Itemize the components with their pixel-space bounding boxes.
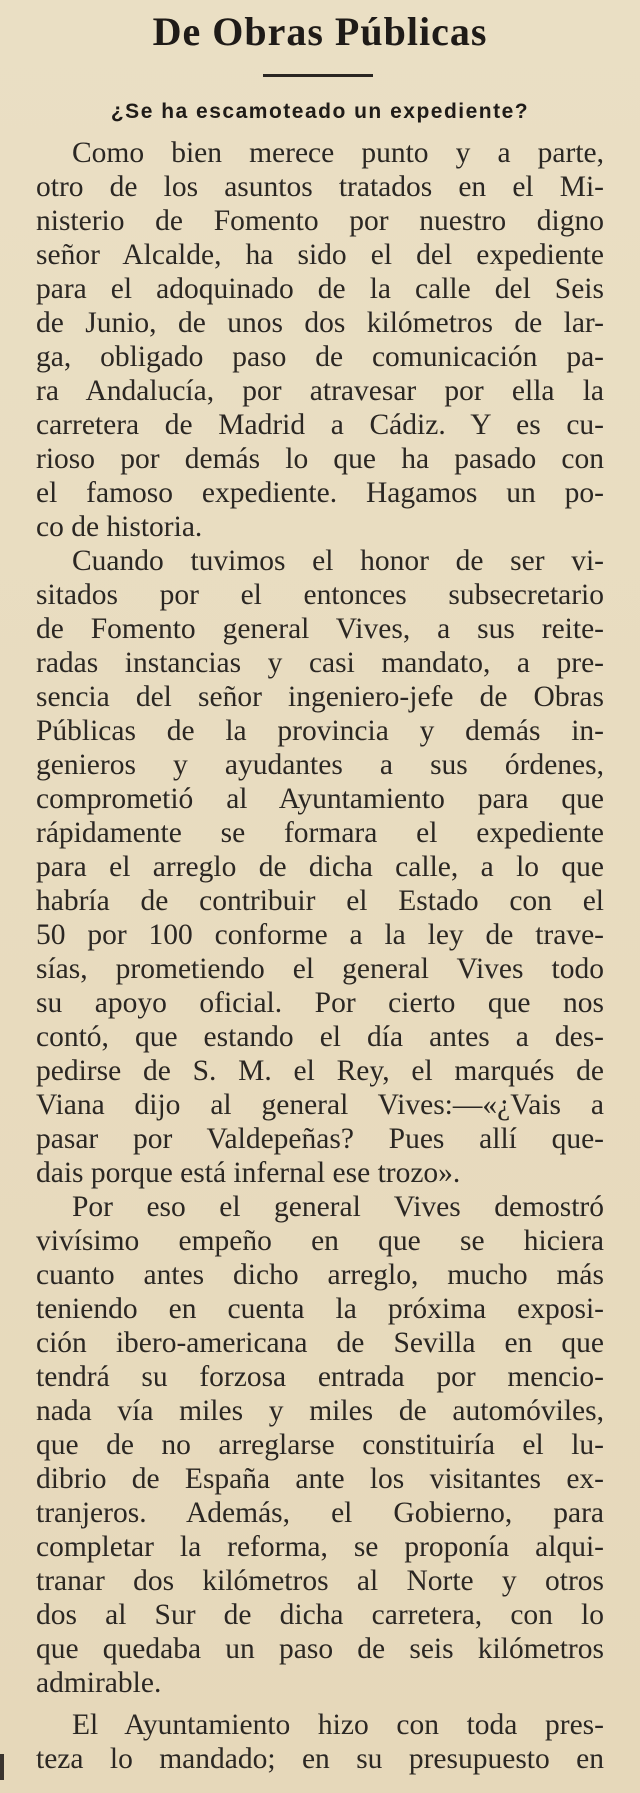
text-line: de Fomento general Vives, a sus reite-	[36, 613, 604, 645]
text-line: radas instancias y casi mandato, a pre-	[36, 647, 604, 679]
text-line: sías, prometiendo el general Vives todo	[36, 953, 604, 985]
text-line: vivísimo empeño en que se hiciera	[36, 1225, 604, 1257]
text-line: ga, obligado paso de comunicación pa-	[36, 341, 604, 373]
text-line: sencia del señor ingeniero-jefe de Obras	[36, 681, 604, 713]
text-line: rápidamente se formara el expediente	[36, 817, 604, 849]
text-line: co de historia.	[36, 511, 203, 543]
margin-mark	[0, 1754, 4, 1780]
text-line: Cuando tuvimos el honor de ser vi-	[72, 545, 604, 577]
text-line: otro de los asuntos tratados en el Mi-	[36, 171, 604, 203]
text-line: ra Andalucía, por atravesar por ella la	[36, 375, 604, 407]
text-line: su apoyo oficial. Por cierto que nos	[36, 987, 604, 1019]
text-line: Como bien merece punto y a parte,	[72, 137, 604, 169]
text-line: completar la reforma, se proponía alqui-	[36, 1531, 604, 1563]
text-line: para el adoquinado de la calle del Seis	[36, 273, 604, 305]
text-line: dos al Sur de dicha carretera, con lo	[36, 1599, 604, 1631]
text-line: teniendo en cuenta la próxima exposi-	[36, 1293, 604, 1325]
text-line: que de no arreglarse constituiría el lu-	[36, 1429, 604, 1461]
text-line: cuanto antes dicho arreglo, mucho más	[36, 1259, 604, 1291]
text-line: teza lo mandado; en su presupuesto en	[36, 1743, 604, 1775]
text-line: tranjeros. Además, el Gobierno, para	[36, 1497, 604, 1529]
text-line: El Ayuntamiento hizo con toda pres-	[72, 1709, 604, 1741]
text-line: Por eso el general Vives demostró	[72, 1191, 604, 1223]
text-line: genieros y ayudantes a sus órdenes,	[36, 749, 604, 781]
text-line: 50 por 100 conforme a la ley de trave-	[36, 919, 604, 951]
article-title: De Obras Públicas	[152, 9, 488, 54]
text-line: nada vía miles y miles de automóviles,	[36, 1395, 604, 1427]
text-line: carretera de Madrid a Cádiz. Y es cu-	[36, 409, 604, 441]
text-line: contó, que estando el día antes a des-	[36, 1021, 604, 1053]
text-line: que quedaba un paso de seis kilómetros	[36, 1633, 604, 1665]
text-line: tendrá su forzosa entrada por mencio-	[36, 1361, 604, 1393]
article-subtitle: ¿Se ha escamoteado un expediente?	[110, 100, 530, 123]
text-line: admirable.	[36, 1667, 162, 1699]
text-line: dibrio de España ante los visitantes ex-	[36, 1463, 604, 1495]
text-line: rioso por demás lo que ha pasado con	[36, 443, 604, 475]
text-line: tranar dos kilómetros al Norte y otros	[36, 1565, 604, 1597]
text-line: habría de contribuir el Estado con el	[36, 885, 604, 917]
text-line: de Junio, de unos dos kilómetros de lar-	[36, 307, 604, 339]
text-line: Públicas de la provincia y demás in-	[36, 715, 604, 747]
text-line: sitados por el entonces subsecretario	[36, 579, 604, 611]
text-line: pedirse de S. M. el Rey, el marqués de	[36, 1055, 604, 1087]
text-line: señor Alcalde, ha sido el del expediente	[36, 239, 604, 271]
text-line: dais porque está infernal ese trozo».	[36, 1157, 461, 1189]
text-line: comprometió al Ayuntamiento para que	[36, 783, 604, 815]
text-line: Viana dijo al general Vives:—«¿Vais a	[36, 1089, 604, 1121]
text-line: nisterio de Fomento por nuestro digno	[36, 205, 604, 237]
text-line: ción ibero-americana de Sevilla en que	[36, 1327, 604, 1359]
text-line: el famoso expediente. Hagamos un po-	[36, 477, 604, 509]
text-line: para el arreglo de dicha calle, a lo que	[36, 851, 604, 883]
title-divider	[263, 74, 373, 77]
text-line: pasar por Valdepeñas? Pues allí que-	[36, 1123, 604, 1155]
